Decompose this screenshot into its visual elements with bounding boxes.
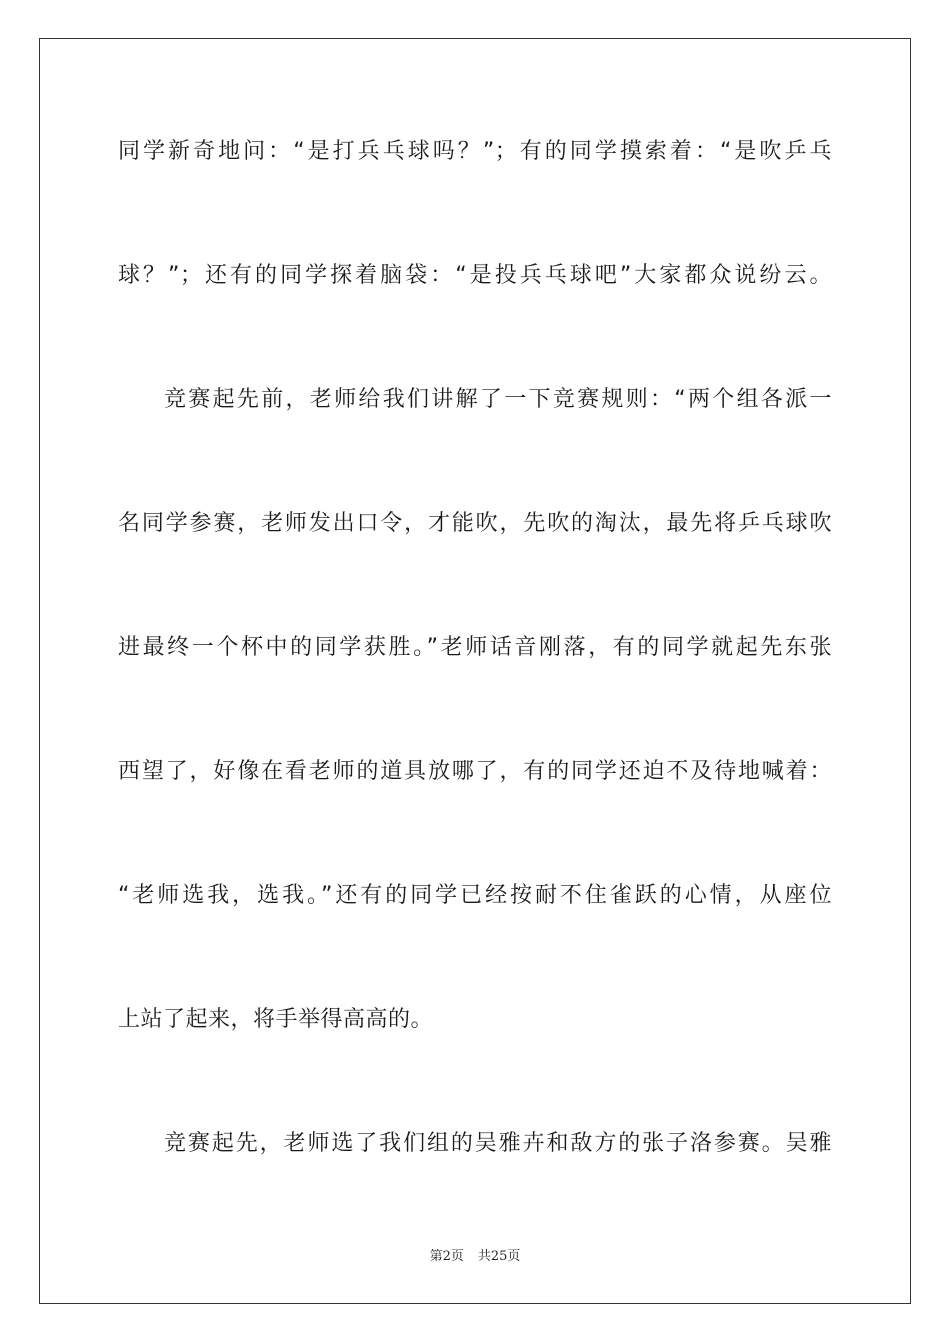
text-line-3: 竞赛起先前，老师给我们讲解了一下竞赛规则：“两个组各派一 [164, 387, 832, 412]
page-total: 共25页 [477, 1249, 521, 1264]
text-line-1: 同学新奇地问：“是打兵乓球吗？”；有的同学摸索着：“是吹乒乓 [118, 139, 832, 164]
page-number: 第2页 [429, 1249, 464, 1264]
text-line-2: 球？”；还有的同学探着脑袋：“是投兵乓球吧”大家都众说纷云。 [118, 263, 832, 288]
text-line-8: 上站了起来，将手举得高高的。 [118, 1007, 434, 1032]
page-footer [0, 1248, 950, 1266]
page-border [39, 38, 911, 1304]
text-line-6: 西望了，好像在看老师的道具放哪了，有的同学还迫不及待地喊着： [118, 759, 832, 784]
text-line-9: 竞赛起先，老师选了我们组的吴雅卉和敌方的张子洛参赛。吴雅 [164, 1131, 832, 1156]
text-line-4: 名同学参赛，老师发出口令，才能吹，先吹的淘汰，最先将乒乓球吹 [118, 511, 832, 536]
text-line-5: 进最终一个杯中的同学获胜。”老师话音刚落，有的同学就起先东张 [118, 635, 832, 660]
text-line-7: “老师选我，选我。”还有的同学已经按耐不住雀跃的心情，从座位 [118, 883, 832, 908]
